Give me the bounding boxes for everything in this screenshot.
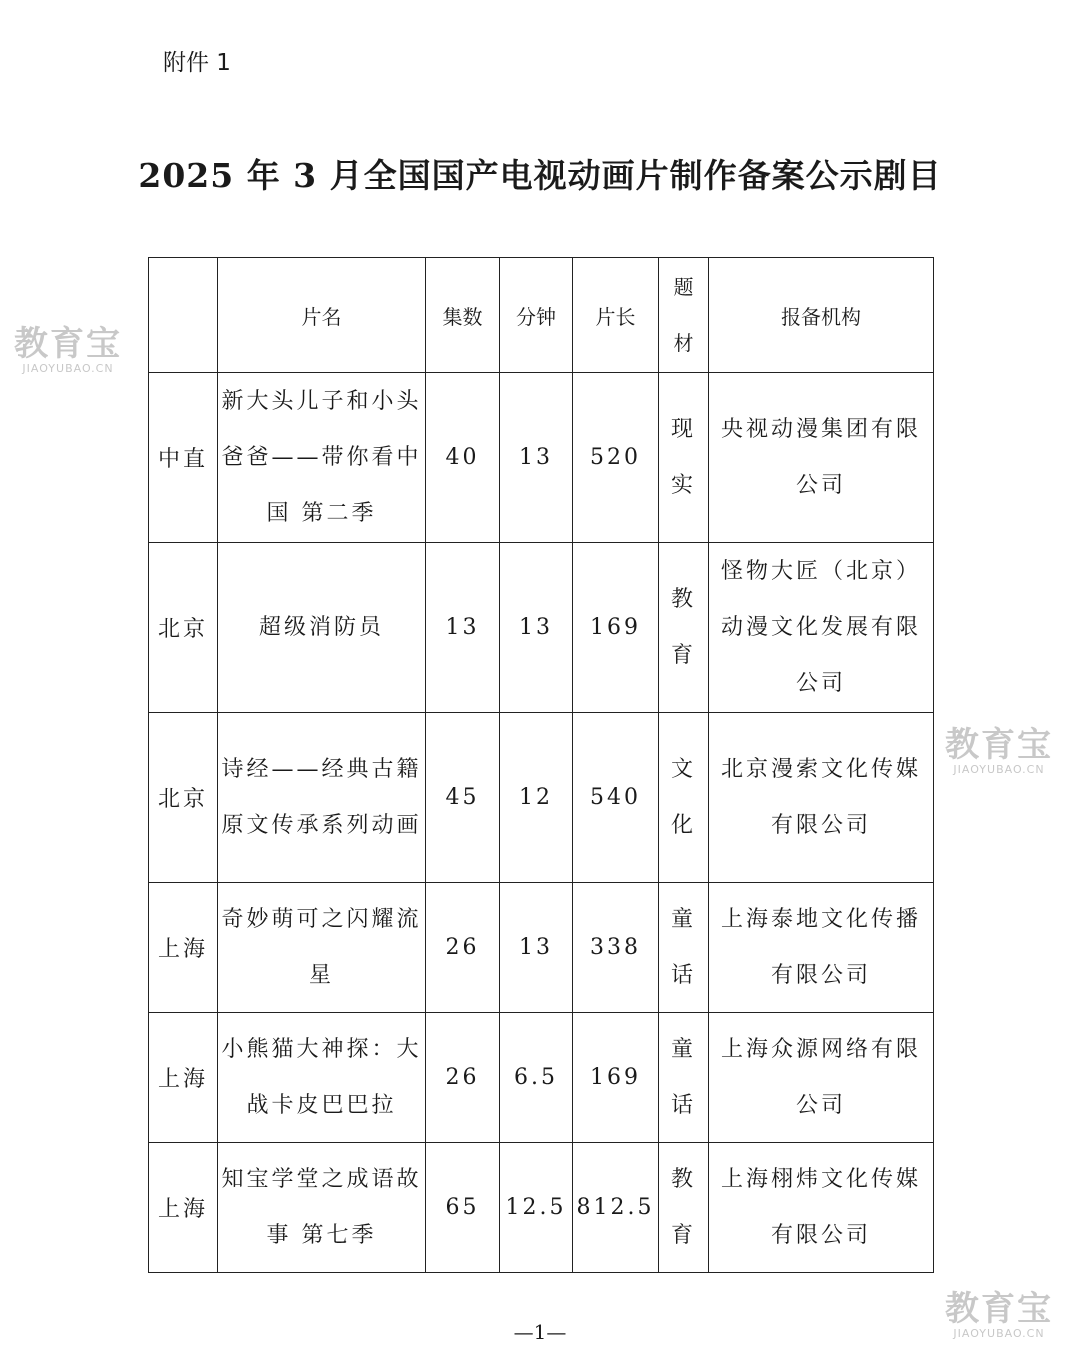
cell-region: 上海 <box>149 1013 218 1143</box>
page-number: —1— <box>513 1320 567 1344</box>
cell-length: 540 <box>573 713 659 883</box>
table-row <box>149 713 934 883</box>
cell-name: 诗经——经典古籍原文传承系列动画 <box>218 713 426 883</box>
cell-length: 169 <box>573 543 659 713</box>
cell-minutes: 6.5 <box>500 1013 573 1143</box>
table-row <box>149 543 934 713</box>
genre-char: 话 <box>670 1092 696 1118</box>
cell-org: 怪物大匠（北京）动漫文化发展有限公司 <box>709 543 934 713</box>
cell-org: 上海泰地文化传播有限公司 <box>709 883 934 1013</box>
genre-char: 化 <box>670 812 696 838</box>
header-genre-char: 材 <box>673 331 694 355</box>
genre-char: 童 <box>670 1036 696 1062</box>
cell-minutes: 13 <box>500 373 573 543</box>
cell-org: 上海众源网络有限公司 <box>709 1013 934 1143</box>
cell-genre <box>659 543 709 713</box>
header-region <box>149 258 218 373</box>
cell-org: 北京漫索文化传媒有限公司 <box>709 713 934 883</box>
header-genre-char: 题 <box>673 275 694 299</box>
cell-episodes: 45 <box>426 713 500 883</box>
watermark-text: 教育宝 <box>14 324 122 364</box>
cell-minutes: 13 <box>500 883 573 1013</box>
cell-region: 北京 <box>149 543 218 713</box>
cell-length: 520 <box>573 373 659 543</box>
header-org: 报备机构 <box>709 258 934 373</box>
cell-episodes: 40 <box>426 373 500 543</box>
table-row <box>149 1143 934 1273</box>
watermark-subtext: JIAOYUBAO.CN <box>22 362 114 375</box>
watermark-text: 教育宝 <box>945 725 1053 765</box>
cell-org: 上海栩炜文化传媒有限公司 <box>709 1143 934 1273</box>
cell-region: 中直 <box>149 373 218 543</box>
cell-region: 上海 <box>149 883 218 1013</box>
cell-name: 奇妙萌可之闪耀流星 <box>218 883 426 1013</box>
watermark <box>14 326 122 375</box>
watermark-text: 教育宝 <box>945 1289 1053 1329</box>
cell-genre <box>659 373 709 543</box>
cell-minutes: 13 <box>500 543 573 713</box>
cell-episodes: 26 <box>426 883 500 1013</box>
header-episodes: 集数 <box>426 258 500 373</box>
genre-char: 实 <box>670 472 696 498</box>
document-title: 2025 年 3 月全国国产电视动画片制作备案公示剧目 <box>138 156 942 195</box>
watermark-subtext: JIAOYUBAO.CN <box>953 1327 1045 1340</box>
cell-region: 上海 <box>149 1143 218 1273</box>
cell-genre <box>659 1013 709 1143</box>
cell-region: 北京 <box>149 713 218 883</box>
cell-genre <box>659 713 709 883</box>
header-name: 片名 <box>218 258 426 373</box>
cell-episodes: 65 <box>426 1143 500 1273</box>
genre-char: 话 <box>670 962 696 988</box>
cell-minutes: 12 <box>500 713 573 883</box>
registration-table <box>148 257 934 1273</box>
genre-char: 教 <box>670 1166 696 1192</box>
table-row <box>149 373 934 543</box>
watermark <box>945 727 1053 776</box>
header-length: 片长 <box>573 258 659 373</box>
genre-char: 育 <box>670 642 696 668</box>
table-row <box>149 883 934 1013</box>
header-genre <box>659 258 709 373</box>
header-minutes: 分钟 <box>500 258 573 373</box>
cell-episodes: 13 <box>426 543 500 713</box>
watermark-subtext: JIAOYUBAO.CN <box>953 763 1045 776</box>
cell-length: 812.5 <box>573 1143 659 1273</box>
cell-name: 小熊猫大神探：大战卡皮巴巴拉 <box>218 1013 426 1143</box>
cell-org: 央视动漫集团有限公司 <box>709 373 934 543</box>
cell-genre <box>659 883 709 1013</box>
cell-length: 169 <box>573 1013 659 1143</box>
table-header-row <box>149 258 934 373</box>
attachment-label: 附件 1 <box>163 50 231 76</box>
cell-genre <box>659 1143 709 1273</box>
cell-name: 超级消防员 <box>218 543 426 713</box>
cell-episodes: 26 <box>426 1013 500 1143</box>
cell-name: 知宝学堂之成语故事 第七季 <box>218 1143 426 1273</box>
cell-name: 新大头儿子和小头爸爸——带你看中国 第二季 <box>218 373 426 543</box>
genre-char: 文 <box>670 756 696 782</box>
cell-length: 338 <box>573 883 659 1013</box>
genre-char: 童 <box>670 906 696 932</box>
cell-minutes: 12.5 <box>500 1143 573 1273</box>
genre-char: 教 <box>670 586 696 612</box>
table-row <box>149 1013 934 1143</box>
genre-char: 现 <box>670 416 696 442</box>
genre-char: 育 <box>670 1222 696 1248</box>
